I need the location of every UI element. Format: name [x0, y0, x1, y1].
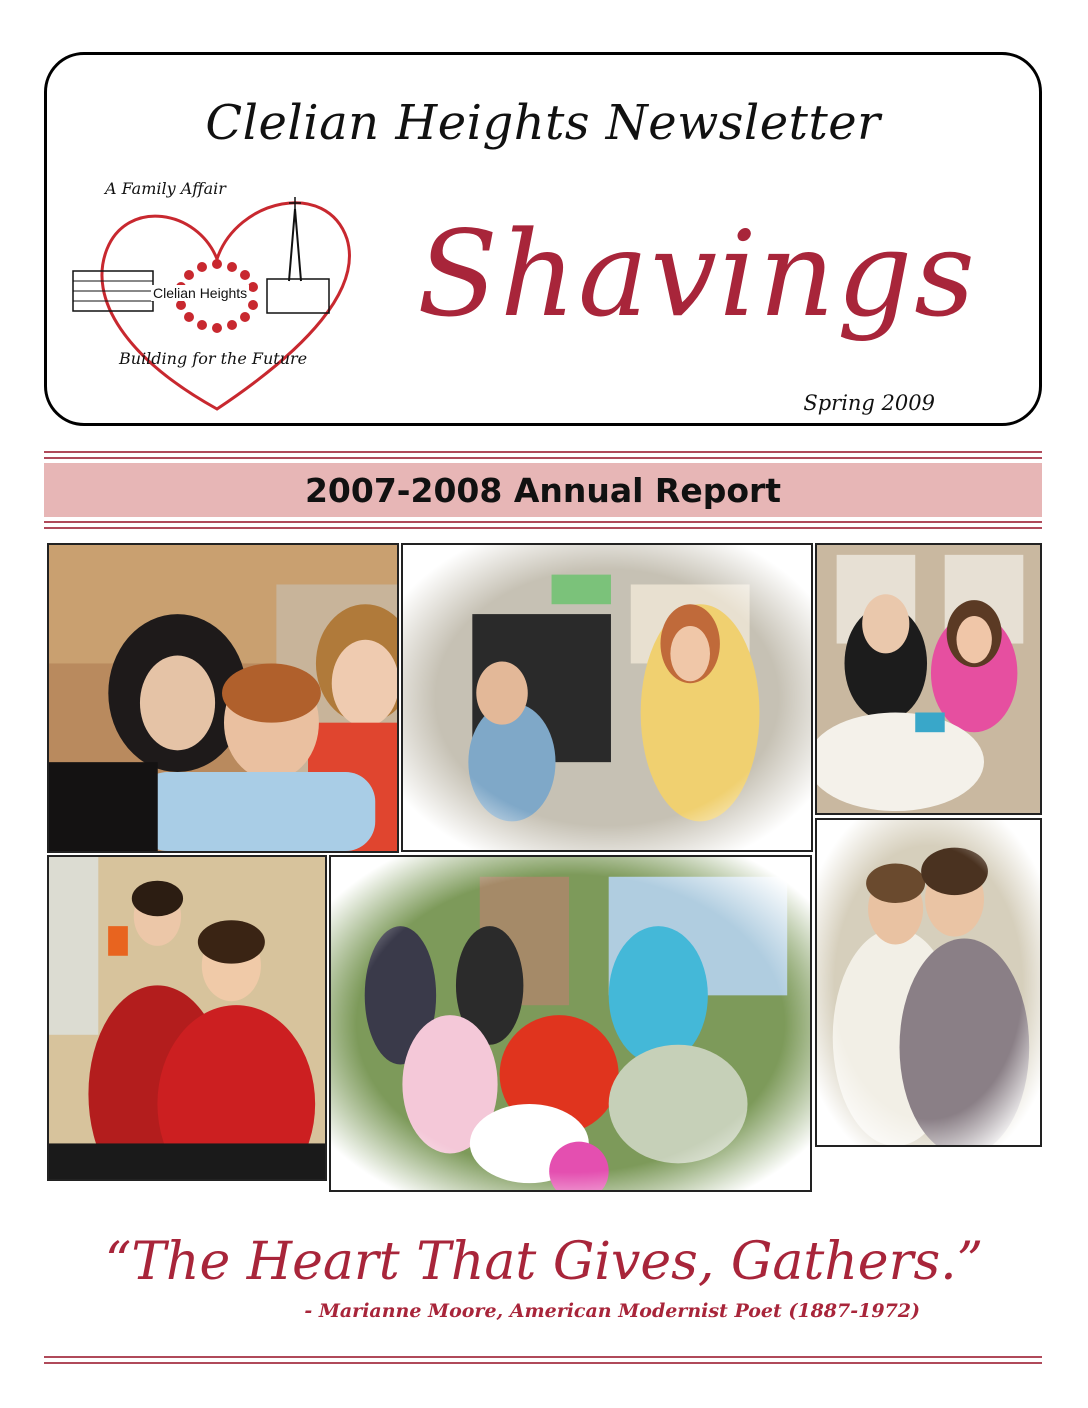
photo-two-friends: [815, 818, 1042, 1147]
annual-report-title: 2007-2008 Annual Report: [304, 470, 782, 510]
banner-rule-bottom-2: [44, 527, 1042, 529]
logo-tagline-top: A Family Affair: [105, 179, 226, 198]
logo-name: Clelian Heights: [153, 285, 248, 301]
photo-students-in-jackets: [47, 855, 327, 1181]
banner-rule-top-2: [44, 457, 1042, 459]
clelian-heights-logo: [67, 159, 367, 429]
banner-rule-top: [44, 451, 1042, 453]
photo-dinner-event: [815, 543, 1042, 815]
issue-date: Spring 2009: [803, 391, 935, 415]
newsletter-title: Clelian Heights Newsletter: [205, 95, 881, 151]
photo-group-outdoors: [329, 855, 812, 1192]
logo-tagline-bottom: Building for the Future: [119, 349, 308, 368]
photo-classroom: [401, 543, 813, 852]
masthead-title: Shavings: [417, 205, 977, 343]
masthead-box: [44, 52, 1042, 426]
quote-attribution: - Marianne Moore, American Modernist Poet (1887-1972): [304, 1300, 920, 1322]
footer-rule-top: [44, 1356, 1042, 1358]
banner-rule-bottom: [44, 521, 1042, 523]
quote-text: “The Heart That Gives, Gathers.”: [104, 1232, 984, 1292]
photo-sister-with-family: [47, 543, 399, 853]
annual-report-banner: [44, 451, 1042, 529]
footer-rule-bottom: [44, 1362, 1042, 1364]
banner-fill: [44, 463, 1042, 517]
